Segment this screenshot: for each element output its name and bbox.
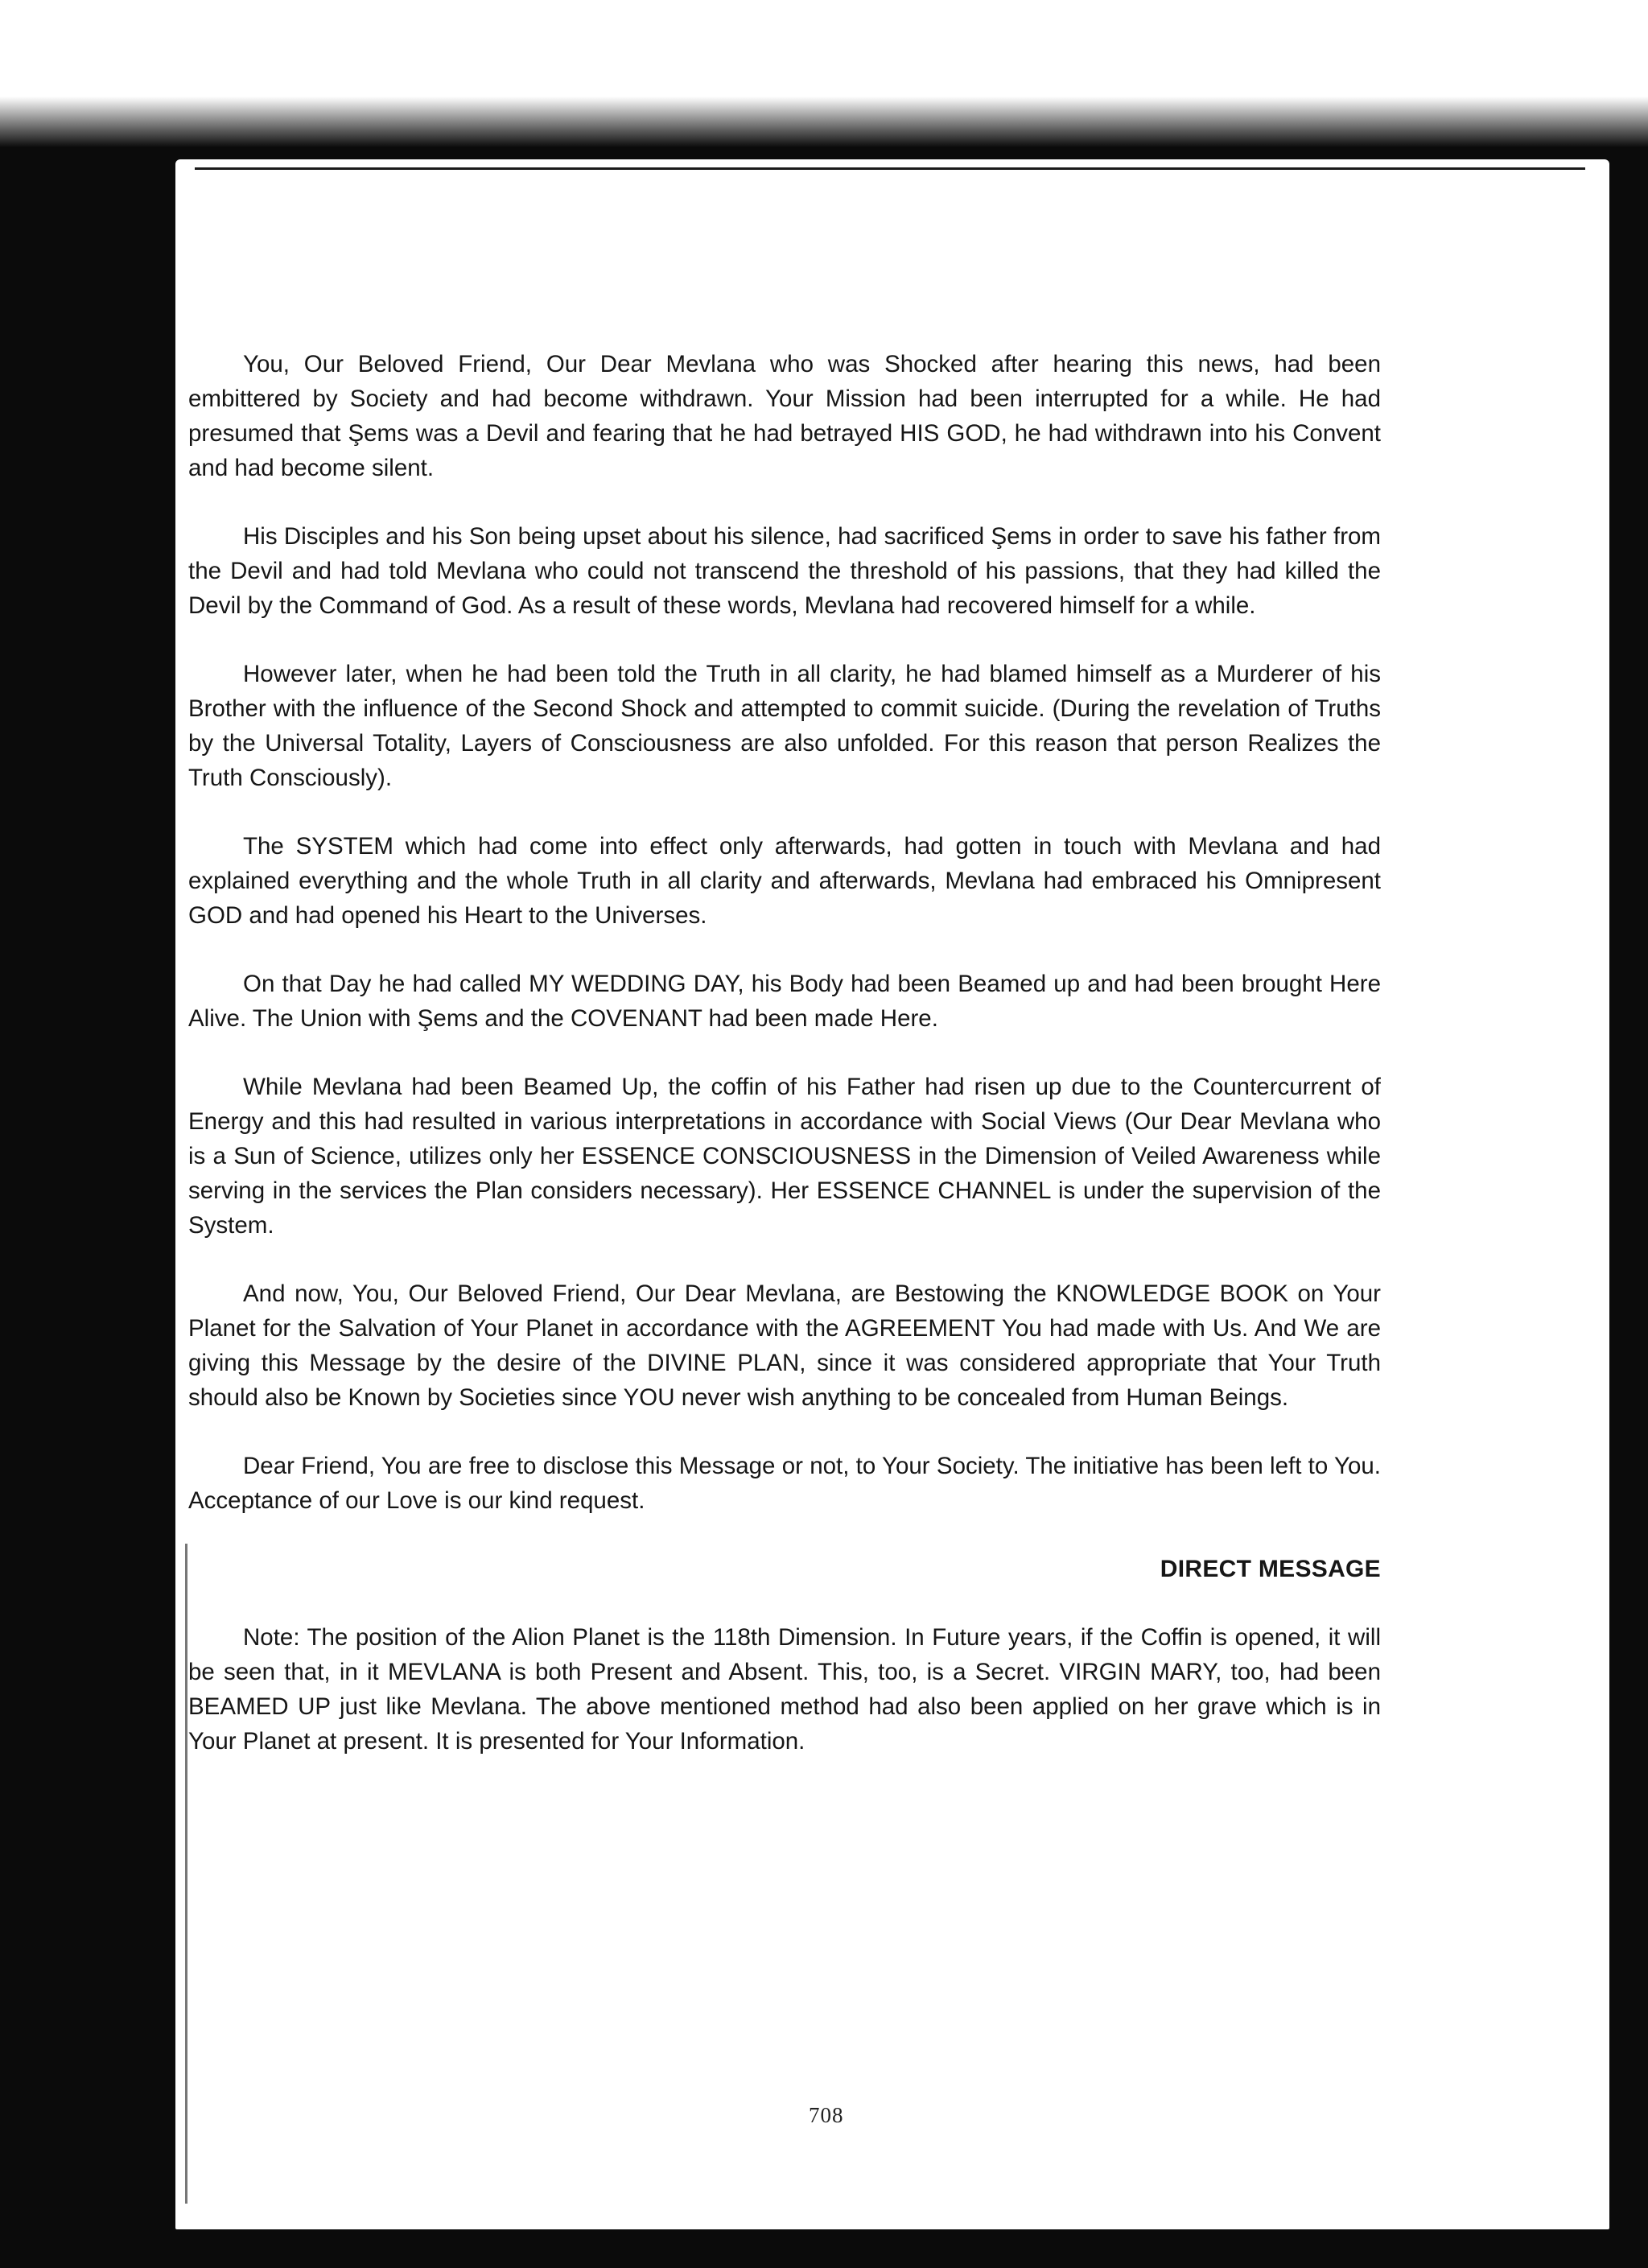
paragraph: However later, when he had been told the Truth in all clarity, he had blamed himself as a Murderer of his Brother with the influence of the Second Shock and attempted to commit suicide. (During the revelation of Truths by the Universal Totality, Layers of Consciousness are also unfolded. For this reason that person Realizes the Truth Consciously). — [188, 661, 1381, 791]
paragraph: Dear Friend, You are free to disclose this Message or not, to Your Society. The initiative has been left to You. Acceptance of our Love is our kind request. — [188, 1453, 1381, 1514]
paragraph: On that Day he had called MY WEDDING DAY, his Body had been Beamed up and had been brought Here Alive. The Union with Şems and the COVENANT had been made Here. — [188, 971, 1381, 1032]
note-paragraph: Note: The position of the Alion Planet is the 118th Dimension. In Future years, if the Coffin is opened, it will be seen that, in it MEVLANA is both Present and Absent. This, too, is a Secret. VIRGIN MARY, too, had been BEAMED UP just like Mevlana. The above mentioned method had also been applied on her grave which is in Your Planet at present. It is presented for Your Information. — [188, 1624, 1381, 1755]
page-number: 708 — [809, 2103, 844, 2127]
paragraph: While Mevlana had been Beamed Up, the coffin of his Father had risen up due to the Countercurrent of Energy and this had resulted in various interpretations in accordance with Social Views (Our Dear Mevlana who is a Sun of Science, utilizes only her ESSENCE CONSCIOUSNESS in the Dimension of Veiled Awareness while serving in the services the Plan considers necessary). Her ESSENCE CHANNEL is under the supervision of the System. — [188, 1074, 1381, 1239]
page-top-edge — [195, 167, 1585, 170]
paragraph: And now, You, Our Beloved Friend, Our Dear Mevlana, are Bestowing the KNOWLEDGE BOOK on Your Planet for the Salvation of Your Planet in accordance with the AGREEMENT You had made with Us. And We are giving this Message by the desire of the DIVINE PLAN, since it was considered appropriate that Your Truth should also be Known by Societies since YOU never wish anything to be concealed from Human Beings. — [188, 1280, 1381, 1411]
page-left-edge — [185, 1544, 187, 2204]
body-text — [188, 347, 1381, 1792]
paragraph: His Disciples and his Son being upset about his silence, had sacrificed Şems in order to save his father from the Devil and had told Mevlana who could not transcend the threshold of his passions, that they had killed the Devil by the Command of God. As a result of these words, Mevlana had recovered himself for a while. — [188, 523, 1381, 619]
scan-background-bottom — [0, 2229, 1648, 2268]
paragraph: The SYSTEM which had come into effect only afterwards, had gotten in touch with Mevlana and had explained everything and the whole Truth in all clarity and afterwards, Mevlana had embraced his Omnipresent GOD and had opened his Heart to the Universes. — [188, 833, 1381, 929]
paragraph: You, Our Beloved Friend, Our Dear Mevlana who was Shocked after hearing this news, had been embittered by Society and had become withdrawn. Your Mission had been interrupted for a while. He had presumed that Şems was a Devil and fearing that he had betrayed HIS GOD, he had withdrawn into his Convent and had become silent. — [188, 351, 1381, 481]
section-heading: DIRECT MESSAGE — [1160, 1556, 1381, 1582]
scan-shadow — [0, 97, 1648, 169]
